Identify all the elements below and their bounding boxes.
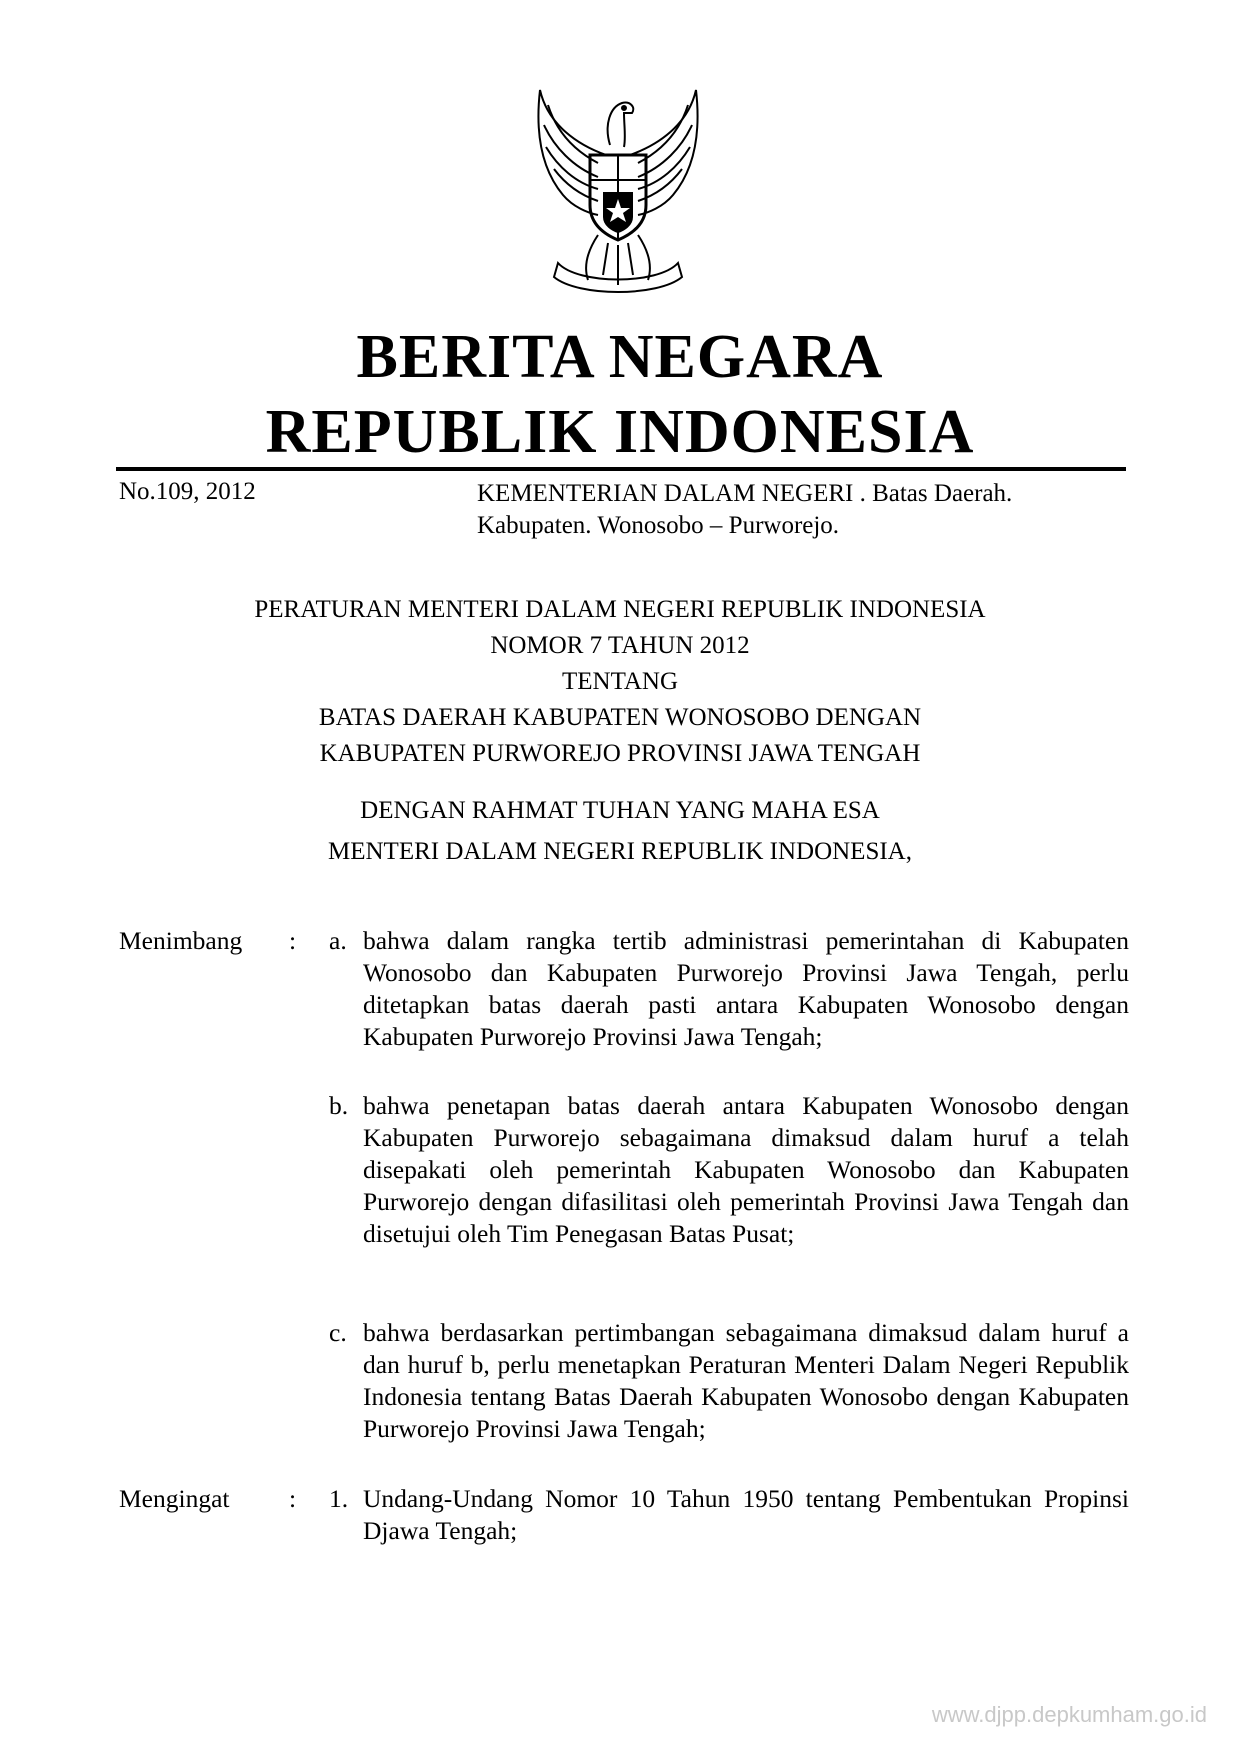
item-mark: 1.: [329, 1484, 349, 1513]
subject-line-2: Kabupaten. Wonosobo – Purworejo.: [477, 512, 840, 539]
header-divider: [116, 467, 1126, 471]
masthead-subtitle: REPUBLIK INDONESIA: [265, 398, 975, 466]
gazette-number: No.109, 2012: [119, 478, 256, 505]
item-mark: c.: [329, 1318, 347, 1347]
menimbang-item-c: bahwa berdasarkan pertimbangan sebagaimana dimaksud dalam huruf a dan huruf b, perlu menetapkan Peraturan Menteri Dalam Negeri Republik Indonesia tentang Batas Daerah Kabupaten Wonosobo dengan Kabupaten Purworejo Provinsi Jawa Tengah;: [363, 1318, 1129, 1443]
mengingat-colon: :: [289, 1484, 297, 1513]
mengingat-item-1: Undang-Undang Nomor 10 Tahun 1950 tentang Pembentukan Propinsi Djawa Tengah;: [363, 1484, 1129, 1545]
regulation-subject-2: KABUPATEN PURWOREJO PROVINSI JAWA TENGAH: [319, 740, 921, 767]
item-mark: b.: [329, 1091, 349, 1120]
regulation-title: PERATURAN MENTERI DALAM NEGERI REPUBLIK INDONESIA: [254, 596, 986, 623]
mengingat-section: [119, 1483, 1129, 1553]
menimbang-section: [119, 925, 1129, 1455]
regulation-subject-1: BATAS DAERAH KABUPATEN WONOSOBO DENGAN: [318, 704, 922, 731]
menimbang-item-a: bahwa dalam rangka tertib administrasi pemerintahan di Kabupaten Wonosobo dan Kabupaten Purworejo Provinsi Jawa Tengah, perlu ditetapkan batas daerah pasti antara Kabupaten Wonosobo dengan Kabupaten Purworejo Provinsi Jawa Tengah;: [363, 926, 1129, 1051]
menimbang-item-b: bahwa penetapan batas daerah antara Kabupaten Wonosobo dengan Kabupaten Purworejo sebagaimana dimaksud dalam huruf a telah disepakati oleh pemerintah Kabupaten Wonosobo dan Kabupaten Purworejo dengan difasilitasi oleh pemerintah Provinsi Jawa Tengah dan disetujui oleh Tim Penegasan Batas Pusat;: [363, 1091, 1129, 1248]
gazette-subject: [477, 478, 1137, 542]
regulation-tentang: TENTANG: [561, 668, 679, 695]
minister-line: MENTERI DALAM NEGERI REPUBLIK INDONESIA,: [328, 838, 912, 865]
garuda-emblem-icon: [518, 85, 718, 300]
subject-line-1: KEMENTERIAN DALAM NEGERI . Batas Daerah.: [477, 480, 1013, 507]
item-mark: a.: [329, 926, 347, 955]
masthead-title: BERITA NEGARA: [356, 323, 884, 391]
invocation: DENGAN RAHMAT TUHAN YANG MAHA ESA: [360, 797, 880, 824]
menimbang-colon: :: [289, 926, 297, 955]
mengingat-label: Mengingat: [119, 1484, 230, 1513]
regulation-number: NOMOR 7 TAHUN 2012: [490, 632, 750, 659]
watermark-url: www.djpp.depkumham.go.id: [931, 1702, 1207, 1727]
menimbang-label: Menimbang: [119, 926, 243, 955]
